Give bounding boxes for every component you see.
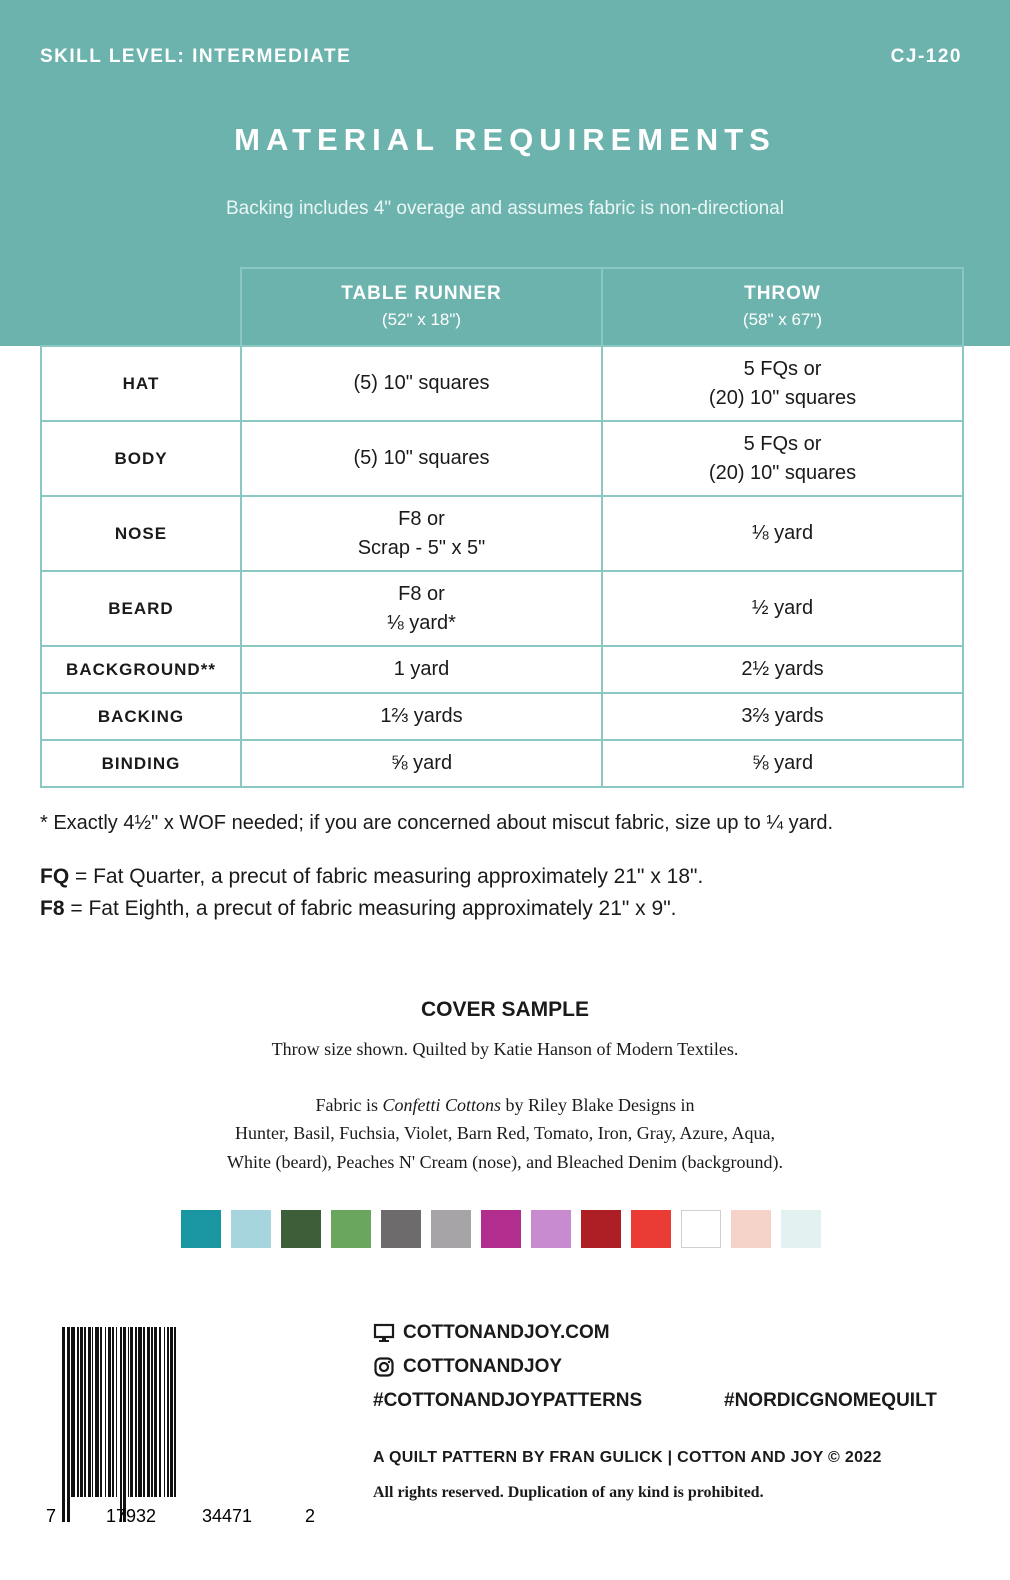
cover-line-3: Hunter, Basil, Fuchsia, Violet, Barn Red, Tomato, Iron, Gray, Azure, Aqua, (234, 1123, 775, 1143)
barcode-digit: 7 (46, 1506, 57, 1526)
table-row (41, 496, 963, 571)
row-label: BACKING (41, 693, 241, 740)
throw-cell (602, 496, 963, 571)
fq-abbr: FQ (40, 865, 70, 888)
row-label: BEARD (41, 571, 241, 646)
barcode-bar (151, 1327, 153, 1497)
website-text: COTTONANDJOY.COM (403, 1322, 610, 1343)
barcode-bar (164, 1327, 165, 1497)
row-label: BACKGROUND** (41, 646, 241, 693)
f8-abbr: F8 (40, 897, 65, 920)
barcode-bar (147, 1327, 150, 1497)
barcode-digit: 34471 (202, 1506, 253, 1526)
row-label: BINDING (41, 740, 241, 787)
cell-line: Scrap - 5" x 5" (357, 536, 486, 559)
cell-line: (20) 10" squares (708, 386, 857, 409)
barcode-bar (120, 1327, 122, 1522)
color-swatch (431, 1210, 471, 1248)
pattern-code: CJ-120 (890, 46, 962, 67)
barcode-bar (67, 1327, 70, 1522)
cover-sample-title: COVER SAMPLE (420, 998, 590, 1021)
barcode-bar (128, 1327, 129, 1497)
barcode-bar (138, 1327, 142, 1497)
cell-line: 5 FQs or (743, 357, 822, 380)
f8-text: = Fat Eighth, a precut of fabric measuring approximately 21" x 9". (64, 897, 677, 920)
color-swatch (731, 1210, 771, 1248)
barcode-bar (92, 1327, 93, 1497)
fq-definition (40, 865, 703, 889)
barcode-bar (143, 1327, 145, 1497)
barcode-bar (135, 1327, 137, 1497)
column-size: (58" x 67") (742, 310, 823, 329)
runner-cell (241, 571, 602, 646)
color-swatches (181, 1210, 821, 1248)
barcode-bar (108, 1327, 111, 1497)
page-title: MATERIAL REQUIREMENTS (234, 122, 776, 157)
throw-cell (602, 421, 963, 496)
throw-cell: 3⅔ yards (602, 693, 963, 740)
instagram-text: COTTONANDJOY (403, 1356, 563, 1377)
color-swatch (581, 1210, 621, 1248)
monitor-icon (373, 1323, 395, 1343)
throw-cell: ⅝ yard (602, 740, 963, 787)
fabric-intro: Fabric is (315, 1095, 383, 1115)
barcode-bar (112, 1327, 114, 1497)
color-swatch (631, 1210, 671, 1248)
row-label: HAT (41, 346, 241, 421)
color-swatch (231, 1210, 271, 1248)
cell-line: ⅛ yard (751, 522, 814, 544)
hashtag-quilt: #NORDICGNOMEQUILT (724, 1390, 937, 1411)
barcode-digit: 17932 (106, 1506, 157, 1526)
barcode-bar (130, 1327, 133, 1497)
barcode-bar (77, 1327, 79, 1497)
barcode-bar (159, 1327, 161, 1497)
table-row (41, 421, 963, 496)
barcode-bar (170, 1327, 173, 1497)
table-row (41, 346, 963, 421)
barcode-digit: 2 (305, 1506, 316, 1526)
cover-line-1: Throw size shown. Quilted by Katie Hanson of Modern Textiles. (271, 1039, 739, 1059)
instagram-link[interactable] (373, 1356, 562, 1378)
material-requirements-table (40, 267, 964, 788)
runner-cell (241, 421, 602, 496)
cell-line: ⅛ yard* (387, 611, 456, 634)
color-swatch (381, 1210, 421, 1248)
table-corner (41, 268, 241, 346)
cell-line: 5 FQs or (743, 432, 822, 455)
barcode-bar (62, 1327, 65, 1522)
barcode-bar (167, 1327, 169, 1497)
column-name: TABLE RUNNER (341, 283, 502, 304)
color-swatch (281, 1210, 321, 1248)
color-swatch (481, 1210, 521, 1248)
runner-cell (241, 346, 602, 421)
color-swatch (531, 1210, 571, 1248)
runner-cell: ⅝ yard (241, 740, 602, 787)
barcode (40, 1325, 330, 1535)
fq-text: = Fat Quarter, a precut of fabric measuring approximately 21" x 18". (69, 865, 704, 888)
barcode-bar (95, 1327, 99, 1497)
runner-cell (241, 496, 602, 571)
table-row (41, 646, 963, 693)
barcode-bar (71, 1327, 75, 1497)
barcode-bar (174, 1327, 176, 1497)
f8-definition (40, 897, 676, 921)
skill-level: SKILL LEVEL: INTERMEDIATE (40, 46, 352, 67)
fabric-maker: by Riley Blake Designs in (501, 1095, 695, 1115)
page-subtitle: Backing includes 4" overage and assumes fabric is non-directional (225, 198, 785, 219)
column-size: (52" x 18") (381, 310, 462, 329)
cover-line-2 (0, 1095, 1010, 1116)
column-name: THROW (744, 283, 821, 304)
column-header-throw (602, 268, 963, 346)
cell-line: (5) 10" squares (353, 447, 490, 469)
barcode-bar (88, 1327, 91, 1497)
barcode-bar (80, 1327, 83, 1497)
row-label: BODY (41, 421, 241, 496)
barcode-bar (105, 1327, 106, 1497)
column-header-table-runner (241, 268, 602, 346)
hashtag-patterns: #COTTONANDJOYPATTERNS (373, 1390, 643, 1411)
color-swatch (781, 1210, 821, 1248)
barcode-bar (154, 1327, 157, 1497)
color-swatch (331, 1210, 371, 1248)
cover-line-4: White (beard), Peaches N' Cream (nose), and Bleached Denim (background). (226, 1152, 784, 1172)
runner-cell: 1⅔ yards (241, 693, 602, 740)
color-swatch (181, 1210, 221, 1248)
row-label: NOSE (41, 496, 241, 571)
table-row (41, 740, 963, 787)
barcode-bar (100, 1327, 102, 1497)
fabric-line-name: Confetti Cottons (382, 1095, 502, 1115)
barcode-bar (123, 1327, 126, 1522)
table-row (41, 571, 963, 646)
cell-line: (5) 10" squares (353, 372, 490, 394)
barcode-bar (116, 1327, 117, 1497)
throw-cell (602, 346, 963, 421)
cell-line: (20) 10" squares (708, 461, 857, 484)
website-link[interactable] (373, 1322, 610, 1344)
cell-line: F8 or (398, 582, 445, 605)
cell-line: ½ yard (751, 597, 814, 619)
footnote: * Exactly 4½" x WOF needed; if you are concerned about miscut fabric, size up to ¼ yard. (40, 812, 834, 834)
barcode-bar (84, 1327, 86, 1497)
throw-cell: 2½ yards (602, 646, 963, 693)
cell-line: F8 or (398, 507, 445, 530)
throw-cell (602, 571, 963, 646)
table-row (41, 693, 963, 740)
rights-notice: All rights reserved. Duplication of any kind is prohibited. (373, 1484, 764, 1501)
barcode-bars (62, 1327, 176, 1522)
runner-cell: 1 yard (241, 646, 602, 693)
pattern-credit: A QUILT PATTERN BY FRAN GULICK | COTTON AND JOY © 2022 (373, 1449, 882, 1466)
instagram-icon (373, 1357, 395, 1377)
color-swatch (681, 1210, 721, 1248)
